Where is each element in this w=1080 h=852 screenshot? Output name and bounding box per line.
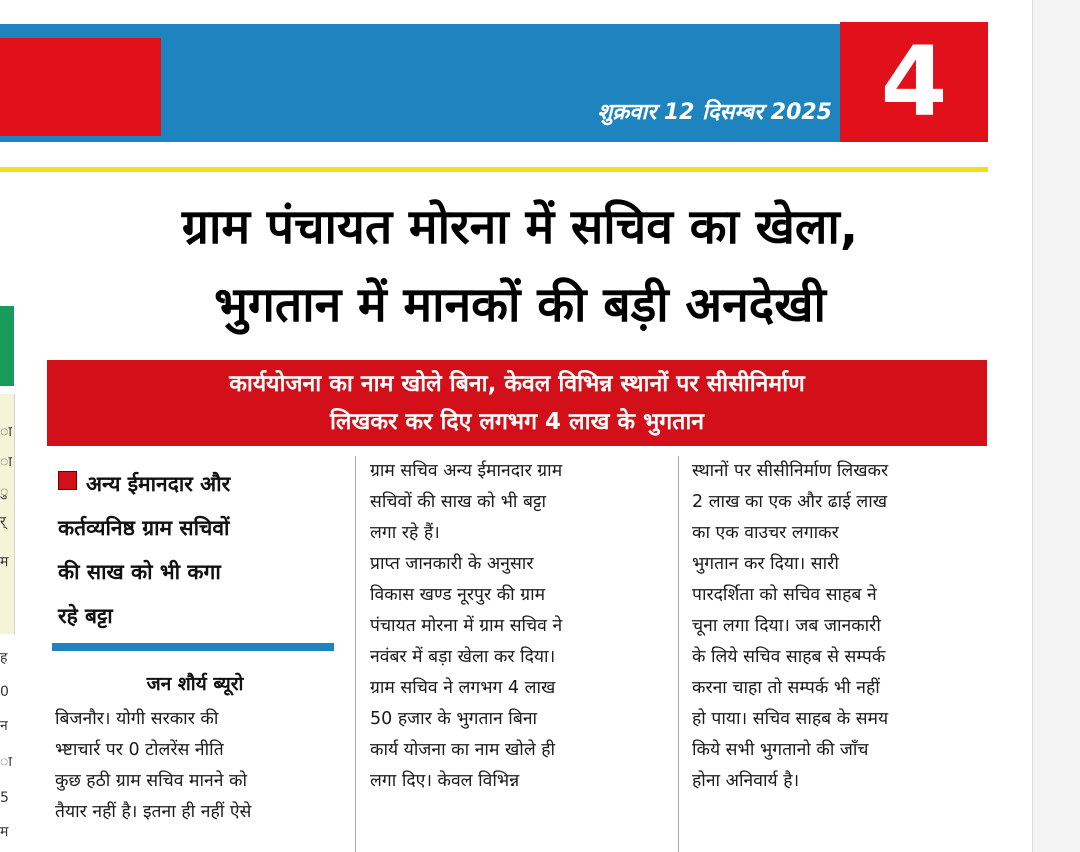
edge-fragment: ा <box>0 454 12 470</box>
issue-date: शुक्रवार 12 दिसम्बर 2025 <box>597 100 832 125</box>
article-line: बिजनौर। योगी सरकार की <box>55 709 219 729</box>
masthead-red-block <box>0 38 161 136</box>
article-line: सचिवों की साख को भी बट्टा <box>370 492 547 512</box>
article-line: का एक वाउचर लगाकर <box>692 523 839 543</box>
subheadline-line-1: कार्ययोजना का नाम खोले बिना, केवल विभिन्न स्थानों पर सीसीनिर्माण <box>229 371 805 397</box>
page-number: 4 <box>840 22 988 142</box>
edge-fragment: म <box>0 824 9 840</box>
headline-line-2: भुगतान में मानकों की बड़ी अनदेखी <box>214 277 826 333</box>
article-column-2 <box>370 456 665 797</box>
article-line: भ्ष्टाचार्र पर 0 टोलरेंस नीति <box>55 740 224 760</box>
subheadline-banner <box>47 360 987 446</box>
article-line: के लिये सचिव साहब से सम्पर्क <box>692 647 886 667</box>
edge-fragment: ा <box>0 754 12 770</box>
adjacent-column-text <box>0 650 14 850</box>
highlight-underline-rule <box>52 643 334 651</box>
edge-fragment: न <box>0 718 8 734</box>
subheadline-line-2: लिखकर कर दिए लगभग 4 लाख के भुगतान <box>329 409 705 435</box>
highlight-text <box>58 462 338 638</box>
article-line: भुगतान कर दिया। सारी <box>692 554 839 574</box>
column-divider <box>678 456 679 852</box>
headline-line-1: ग्राम पंचायत मोरना में सचिव का खेला, <box>181 199 859 255</box>
bullet-square-icon <box>58 471 77 490</box>
article-line: कुछ हठी ग्राम सचिव मानने को <box>55 771 247 791</box>
headline <box>40 188 1000 344</box>
edge-fragment: म <box>0 554 9 570</box>
article-column-1 <box>55 704 343 828</box>
article-line: पारदर्शिता को सचिव साहब ने <box>692 585 877 605</box>
highlight-line: अन्य ईमानदार और <box>86 472 231 496</box>
article-line: विकास खण्ड नूरपुर की ग्राम <box>370 585 546 605</box>
column-divider <box>355 456 356 852</box>
article-line: किये सभी भुगतानो की जाँच <box>692 740 869 760</box>
article-line: नवंबर में बड़ा खेला कर दिया। <box>370 647 556 667</box>
highlight-line: रहे बट्टा <box>58 604 113 628</box>
article-line: तैयार नहीं है। इतना ही नहीं ऐसे <box>55 802 252 822</box>
article-line: 50 हजार के भुगतान बिना <box>370 709 538 729</box>
article-line: लगा दिए। केवल विभिन्न <box>370 771 520 791</box>
edge-fragment: ा <box>0 424 12 440</box>
adjacent-column-green-strip <box>0 306 14 386</box>
byline: जन शौर्य ब्यूरो <box>146 673 244 695</box>
edge-fragment: ु <box>0 484 9 500</box>
adjacent-column-cream-box <box>0 394 15 634</box>
edge-fragment: 5 <box>0 790 9 806</box>
yellow-divider <box>0 167 988 172</box>
article-line: हो पाया। सचिव साहब के समय <box>692 709 889 729</box>
article-line: 2 लाख का एक और ढाई लाख <box>692 492 888 512</box>
edge-fragment: ह <box>0 650 8 666</box>
article-line: होना अनिवार्य है। <box>692 771 800 791</box>
highlight-line: कर्तव्यनिष्ठ ग्राम सचिवों <box>58 516 230 540</box>
article-line: लगा रहे हैं। <box>370 523 440 543</box>
article-line: पंचायत मोरना में ग्राम सचिव ने <box>370 616 563 636</box>
edge-fragment: 0 <box>0 684 9 700</box>
article-line: कार्य योजना का नाम खोले ही <box>370 740 556 760</box>
article-column-3 <box>692 456 982 797</box>
article-line: चूना लगा दिया। जब जानकारी <box>692 616 881 636</box>
article-line: ग्राम सचिव ने लगभग 4 लाख <box>370 678 556 698</box>
article-line: प्राप्त जानकारी के अनुसार <box>370 554 534 574</box>
edge-fragment: र् <box>0 514 6 530</box>
article-line: ग्राम सचिव अन्य ईमानदार ग्राम <box>370 461 563 481</box>
article-line: करना चाहा तो सम्पर्क भी नहीं <box>692 678 880 698</box>
highlight-line: की साख को भी कगा <box>58 560 221 584</box>
page-edge <box>1032 0 1080 852</box>
article-line: स्थानों पर सीसीनिर्माण लिखकर <box>692 461 889 481</box>
highlight-callout <box>58 462 338 638</box>
